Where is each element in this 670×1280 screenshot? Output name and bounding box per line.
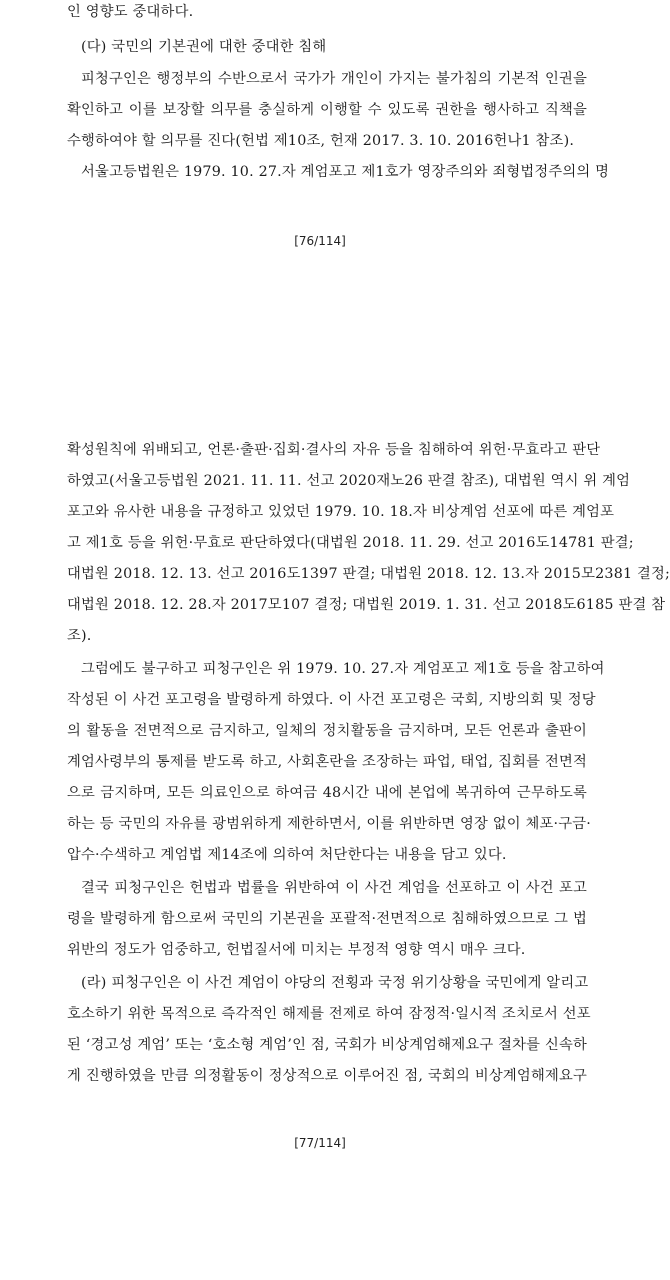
body-text-line: 된 ‘경고성 계엄’ 또는 ‘호소형 계엄’인 점, 국회가 비상계엄해제요구 절차를 신속하: [67, 1037, 587, 1053]
body-text-line: 하는 등 국민의 자유를 광범위하게 제한하면서, 이를 위반하면 영장 없이 체포·구금·: [67, 816, 592, 832]
body-text-line: 수행하여야 할 의무를 진다(헌법 제10조, 헌재 2017. 3. 10. 2016헌나1 참조).: [67, 133, 575, 149]
body-text-line: 대법원 2018. 12. 28.자 2017모107 결정; 대법원 2019. 1. 31. 선고 2018도6185 판결 참: [67, 597, 666, 613]
body-text-line: 서울고등법원은 1979. 10. 27.자 계엄포고 제1호가 영장주의와 죄형법정주의의 명: [81, 164, 610, 180]
body-text-line: 작성된 이 사건 포고령을 발령하게 하였다. 이 사건 포고령은 국회, 지방의회 및 정당: [67, 692, 596, 708]
body-text-line: 령을 발령하게 함으로써 국민의 기본권을 포괄적·전면적으로 침해하였으므로 그 법: [67, 911, 587, 927]
body-text-line: 그럼에도 불구하고 피청구인은 위 1979. 10. 27.자 계엄포고 제1호 등을 참고하여: [81, 661, 605, 677]
body-text-line: 피청구인은 행정부의 수반으로서 국가가 개인이 가지는 불가침의 기본적 인권을: [81, 71, 587, 87]
page-number: [76/114]: [294, 234, 346, 248]
body-text-line: 대법원 2018. 12. 13. 선고 2016도1397 판결; 대법원 2018. 12. 13.자 2015모2381 결정;: [67, 566, 670, 582]
body-text-line: 확성원칙에 위배되고, 언론·출판·집회·결사의 자유 등을 침해하여 위헌·무효라고 판단: [67, 442, 601, 458]
body-text-line: 고 제1호 등을 위헌·무효로 판단하였다(대법원 2018. 11. 29. 선고 2016도14781 판결;: [67, 535, 634, 551]
body-text-line: 으로 금지하며, 모든 의료인으로 하여금 48시간 내에 본업에 복귀하여 근무하도록: [67, 785, 587, 801]
body-text-line: 확인하고 이를 보장할 의무를 충실하게 이행할 수 있도록 권한을 행사하고 직책을: [67, 102, 587, 118]
body-text-line: 호소하기 위한 목적으로 즉각적인 해제를 전제로 하여 잠정적·일시적 조치로서 선포: [67, 1006, 591, 1022]
body-text-line: 인 영향도 중대하다.: [67, 4, 194, 20]
body-text-line: 결국 피청구인은 헌법과 법률을 위반하여 이 사건 계엄을 선포하고 이 사건 포고: [81, 880, 587, 896]
body-text-line: 포고와 유사한 내용을 규정하고 있었던 1979. 10. 18.자 비상계엄 선포에 따른 계엄포: [67, 504, 615, 520]
section-heading: (다) 국민의 기본권에 대한 중대한 침해: [81, 39, 327, 55]
body-text-line: 하였고(서울고등법원 2021. 11. 11. 선고 2020재노26 판결 참조), 대법원 역시 위 계엄: [67, 473, 631, 489]
body-text-line: (라) 피청구인은 이 사건 계엄이 야당의 전횡과 국정 위기상황을 국민에게 알리고: [81, 975, 589, 991]
body-text-line: 의 활동을 전면적으로 금지하고, 일체의 정치활동을 금지하며, 모든 언론과 출판이: [67, 723, 587, 739]
body-text-line: 게 진행하였을 만큼 의정활동이 정상적으로 이루어진 점, 국회의 비상계엄해제요구: [67, 1068, 587, 1084]
body-text-line: 계엄사령부의 통제를 받도록 하고, 사회혼란을 조장하는 파업, 태업, 집회를 전면적: [67, 754, 587, 770]
page-number: [77/114]: [294, 1136, 346, 1150]
body-text-line: 압수·수색하고 계엄법 제14조에 의하여 처단한다는 내용을 담고 있다.: [67, 847, 507, 863]
body-text-line: 위반의 정도가 엄중하고, 헌법질서에 미치는 부정적 영향 역시 매우 크다.: [67, 942, 526, 958]
body-text-line: 조).: [67, 628, 92, 644]
